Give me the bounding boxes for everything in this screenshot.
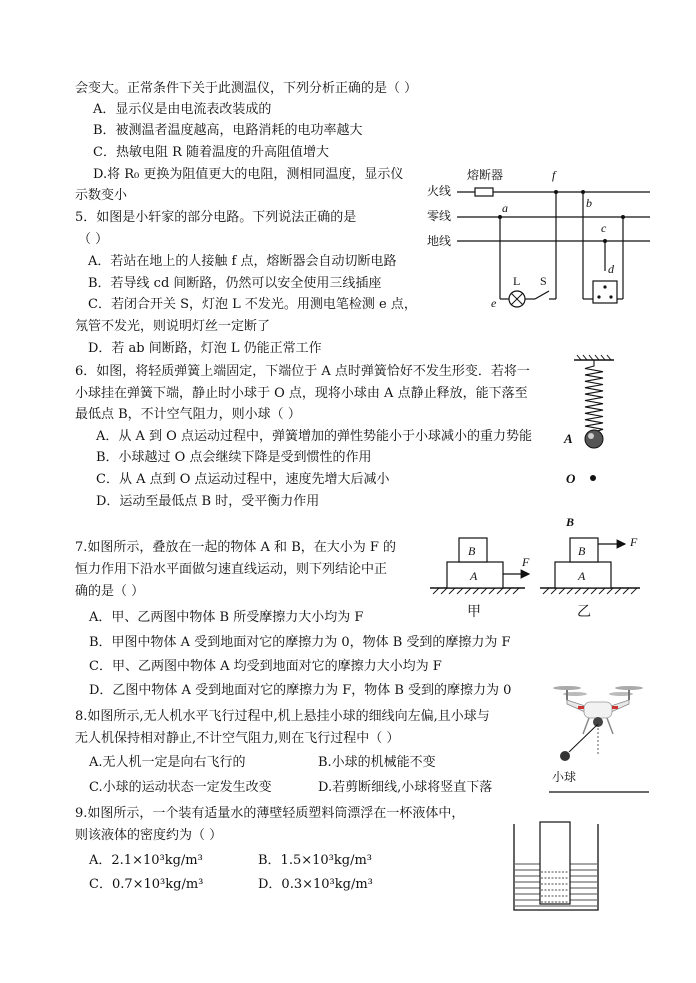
plastic-cylinder (540, 822, 570, 904)
q9-stem-line1: 9.如图所示，一个装有适量水的薄壁轻质塑料筒漂浮在一杯液体中， (75, 806, 465, 821)
figure-yi-label: 乙 (577, 605, 591, 620)
household-circuit-diagram (425, 165, 657, 315)
block-b-label: B (578, 544, 586, 558)
q6-option-a: A．从 A 到 O 点运动过程中，弹簧增加的弹性势能小于小球减小的重力势能 (96, 429, 532, 444)
q5-option-b: B．若导线 cd 间断路，仍然可以安全使用三线插座 (88, 276, 382, 291)
q6-option-b: B．小球越过 O 点会继续下降是受到惯性的作用 (96, 450, 372, 465)
q6-stem-line1: 6．如图，将轻质弹簧上端固定，下端位于 A 点时弹簧恰好不发生形变．若将一 (75, 364, 530, 379)
neutral-wire-label: 零线 (427, 209, 452, 223)
block-b-label: B (468, 544, 476, 558)
q8-option-a: A.无人机一定是向右飞行的 (89, 755, 246, 770)
point-o-label: O (566, 471, 576, 486)
force-label: F (630, 535, 638, 549)
switch-symbol (535, 291, 549, 299)
q9-option-d: D．0.3×10³kg/m³ (258, 877, 373, 892)
ball (585, 430, 603, 448)
point-a-label: A (564, 431, 573, 446)
q8-option-d: D.若剪断细线,小球将竖直下落 (318, 780, 493, 795)
q6-option-d: D．运动至最低点 B 时，受平衡力作用 (96, 494, 320, 509)
figure-jia (430, 538, 530, 620)
q7-stem-line3: 确的是（ ） (75, 584, 145, 599)
q7-option-c: C．甲、乙两图中物体 A 均受到地面对它的摩擦力大小均为 F (89, 659, 442, 674)
string (569, 724, 598, 752)
point-c-label: c (601, 221, 607, 235)
stacked-blocks-diagrams (425, 510, 660, 620)
q5-option-c-line1: C．若闭合开关 S，灯泡 L 不发光。用测电笔检测 e 点， (88, 297, 417, 312)
q6-stem-line2: 小球挂在弹簧下端，静止时小球于 O 点，现将小球由 A 点静止释放，能下落至 (75, 386, 528, 401)
block-a-label: A (578, 569, 586, 583)
q4-option-d-line2: 示数变小 (75, 188, 128, 203)
live-wire-label: 火线 (427, 184, 452, 198)
q9-stem-line2: 则该液体的密度约为（ ） (75, 828, 223, 843)
q4-option-b: B．被测温者温度越高，电路消耗的电功率越大 (93, 123, 363, 138)
q5-option-c-line2: 氖管不发光，则说明灯丝一定断了 (75, 319, 271, 334)
q8-option-b: B.小球的机械能不变 (318, 755, 436, 770)
q5-option-d: D．若 ab 间断路，灯泡 L 仍能正常工作 (88, 341, 322, 356)
spring-diagram (560, 354, 620, 494)
q9-option-c: C．0.7×10³kg/m³ (89, 877, 204, 892)
block-a-label: A (470, 569, 478, 583)
q7-option-a: A．甲、乙两图中物体 B 所受摩擦力大小均为 F (89, 610, 364, 625)
q8-option-c: C.小球的运动状态一定发生改变 (89, 780, 272, 795)
q7-stem-line1: 7.如图所示，叠放在一起的物体 A 和 B，在大小为 F 的 (75, 540, 397, 555)
q5-answer-paren: （ ） (78, 232, 109, 247)
ground-wire-label: 地线 (427, 234, 452, 248)
q5-stem: 5．如图是小轩家的部分电路。下列说法正确的是 (75, 210, 357, 225)
three-pin-socket (593, 281, 617, 303)
q4-continuation: 会变大。正常条件下关于此测温仪，下列分析正确的是（ ） (75, 81, 418, 96)
drone (553, 686, 643, 734)
figure-yi (540, 515, 640, 620)
point-a-label: a (502, 201, 508, 215)
point-e-label: e (491, 296, 497, 310)
ball-label: 小球 (552, 770, 577, 784)
q9-option-a: A．2.1×10³kg/m³ (89, 853, 203, 868)
q7-option-d: D．乙图中物体 A 受到地面对它的摩擦力为 F，物体 B 受到的摩擦力为 0 (89, 683, 512, 698)
q9-option-b: B．1.5×10³kg/m³ (258, 853, 372, 868)
point-d-label: d (608, 262, 614, 276)
q4-option-c: C．热敏电阻 R 随着温度的升高阻值增大 (93, 145, 329, 160)
q5-option-a: A．若站在地上的人接触 f 点，熔断器会自动切断电路 (88, 254, 397, 269)
point-f-label: f (552, 168, 556, 182)
q6-option-c: C．从 A 点到 O 点运动过程中，速度先增大后减小 (96, 472, 390, 487)
fuse-symbol (475, 188, 493, 196)
block-b-callout: B (566, 515, 575, 529)
q6-stem-line3: 最低点 B，不计空气阻力，则小球（ ） (75, 407, 301, 422)
q8-stem-line2: 无人机保持相对静止,不计空气阻力,则在飞行过程中（ ） (75, 731, 400, 746)
point-o-marker (590, 475, 596, 481)
spring (585, 360, 603, 432)
figure-jia-label: 甲 (467, 605, 481, 620)
point-b-label: b (586, 196, 592, 210)
q7-option-b: B．甲图中物体 A 受到地面对它的摩擦力为 0，物体 B 受到的摩擦力为 F (89, 635, 511, 650)
q4-option-a: A．显示仪是由电流表改装成的 (93, 102, 272, 117)
switch-label: S (540, 274, 547, 288)
force-label: F (522, 555, 530, 569)
lamp-label: L (513, 274, 521, 288)
fuse-label: 熔断器 (467, 168, 504, 182)
floating-cylinder-diagram (510, 820, 602, 915)
drone-diagram (545, 678, 655, 800)
q7-stem-line2: 恒力作用下沿水平面做匀速直线运动，则下列结论中正 (75, 562, 388, 577)
q8-stem-line1: 8.如图所示,无人机水平飞行过程中,机上悬挂小球的细线向左偏,且小球与 (75, 709, 490, 724)
q4-option-d-line1: D.将 R₀ 更换为阻值更大的电阻，测相同温度，显示仪 (93, 167, 404, 182)
small-ball (560, 751, 570, 761)
